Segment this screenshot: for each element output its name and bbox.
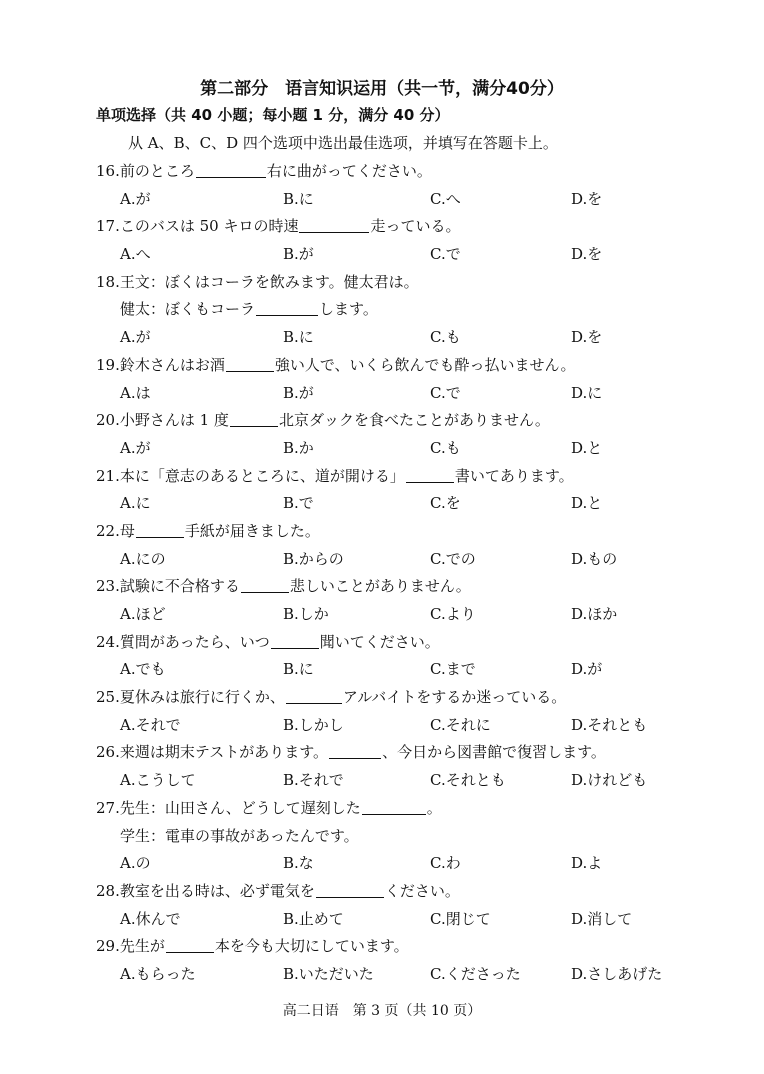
- option-d: D.と: [571, 494, 603, 513]
- answer-blank: [406, 466, 454, 483]
- option-d: D.よ: [571, 854, 603, 873]
- question-item: [96, 213, 696, 268]
- answer-blank: [299, 216, 369, 233]
- option-b: B.いただいた: [283, 964, 374, 983]
- answer-blank: [316, 881, 384, 898]
- question-stem: [96, 878, 696, 906]
- question-item: [96, 933, 696, 988]
- question-item: [96, 352, 696, 407]
- option-a: A.が: [120, 328, 151, 347]
- option-d: D.を: [571, 328, 603, 347]
- answer-options: [96, 767, 696, 795]
- stem-text: 右に曲がってください。: [266, 162, 432, 180]
- stem-text: 本を今も大切にしています。: [214, 937, 409, 956]
- question-item: [96, 739, 696, 794]
- stem-text: 、今日から図書館で復習します。: [382, 743, 606, 762]
- option-b: B.が: [283, 245, 314, 264]
- option-c: C.も: [430, 438, 461, 457]
- question-item: [96, 629, 696, 684]
- question-item: [96, 269, 696, 352]
- answer-options: [96, 850, 696, 878]
- answer-options: [96, 961, 696, 989]
- stem-text: 書いてあります。: [454, 466, 574, 485]
- answer-blank: [329, 742, 381, 759]
- stem-text: 走っている。: [370, 217, 461, 236]
- answer-options: [96, 601, 696, 629]
- option-b: B.に: [283, 189, 314, 208]
- question-stem: [96, 296, 696, 324]
- option-a: A.休んで: [120, 909, 181, 928]
- option-d: D.に: [571, 383, 603, 402]
- answer-blank: [226, 355, 274, 372]
- stem-text: 学生：電車の事故があったんです。: [120, 826, 359, 845]
- answer-blank: [256, 299, 318, 316]
- option-c: C.それに: [430, 715, 491, 734]
- option-d: D.さしあげた: [571, 964, 663, 983]
- question-stem: [96, 269, 696, 297]
- option-b: B.それで: [283, 771, 344, 790]
- section-subheading: 单项选择（共 40 小题；每小题 1 分，满分 40 分）: [96, 106, 450, 124]
- option-b: B.からの: [283, 549, 344, 568]
- option-b: B.で: [283, 494, 314, 513]
- answer-blank: [241, 576, 289, 593]
- stem-text: 28.教室を出る時は、必ず電気を: [96, 881, 315, 900]
- option-a: A.こうして: [120, 771, 196, 790]
- question-stem: [96, 684, 696, 712]
- question-item: [96, 573, 696, 628]
- option-d: D.が: [571, 660, 603, 679]
- question-stem: [96, 158, 696, 186]
- stem-text: 18.王文：ぼくはコーラを飲みます。健太君は。: [96, 272, 419, 291]
- option-c: C.で: [430, 245, 461, 264]
- option-c: C.まで: [430, 660, 476, 679]
- option-a: A.ほど: [120, 605, 166, 623]
- answer-options: [96, 712, 696, 740]
- question-item: [96, 684, 696, 739]
- option-b: B.に: [283, 660, 314, 679]
- question-stem: [96, 518, 696, 546]
- answer-blank: [136, 521, 184, 538]
- answer-options: [96, 186, 696, 214]
- question-stem: [96, 795, 696, 823]
- stem-text: アルバイトをするか迷っている。: [342, 688, 567, 707]
- question-item: [96, 463, 696, 518]
- stem-text: 22.母: [96, 521, 135, 540]
- option-d: D.もの: [571, 549, 618, 568]
- option-b: B.が: [283, 383, 314, 402]
- option-d: D.を: [571, 245, 603, 264]
- question-list: [96, 158, 696, 989]
- answer-options: [96, 490, 696, 518]
- question-item: [96, 518, 696, 573]
- stem-text: 健太：ぼくもコーラ: [120, 300, 256, 319]
- option-c: C.で: [430, 383, 461, 402]
- stem-text: 23.試験に不合格する: [96, 577, 240, 596]
- option-c: C.へ: [430, 189, 461, 208]
- option-c: C.より: [430, 605, 476, 623]
- question-stem: [96, 823, 696, 851]
- option-c: C.くださった: [430, 964, 521, 983]
- question-stem: [96, 407, 696, 435]
- answer-blank: [271, 632, 319, 649]
- option-c: C.を: [430, 494, 461, 513]
- option-a: A.でも: [120, 660, 166, 679]
- option-a: A.が: [120, 438, 151, 457]
- stem-text: 27.先生：山田さん、どうして遅刻した: [96, 798, 361, 817]
- option-a: A.の: [120, 854, 151, 873]
- option-d: D.ほか: [571, 605, 618, 623]
- answer-options: [96, 546, 696, 574]
- stem-text: 手紙が届きました。: [184, 521, 320, 540]
- option-c: C.閉じて: [430, 909, 491, 928]
- answer-blank: [166, 936, 214, 953]
- question-item: [96, 878, 696, 933]
- option-d: D.それとも: [571, 715, 648, 734]
- stem-text: 強い人で、いくら飲んでも酔っ払いません。: [274, 355, 576, 374]
- question-stem: [96, 352, 696, 380]
- option-a: A.へ: [120, 245, 151, 264]
- option-b: B.な: [283, 854, 314, 873]
- option-a: A.それで: [120, 715, 181, 734]
- answer-options: [96, 906, 696, 934]
- option-d: D.と: [571, 438, 603, 457]
- instruction-text: 从 A、B、C、D 四个选项中选出最佳选项，并填写在答题卡上。: [128, 134, 558, 152]
- question-stem: [96, 933, 696, 961]
- stem-text: 21.本に「意志のあるところに、道が開ける」: [96, 466, 405, 485]
- question-stem: [96, 573, 696, 601]
- stem-text: 北京ダックを食べたことがありません。: [278, 411, 550, 430]
- option-c: C.わ: [430, 854, 461, 873]
- stem-text: ください。: [384, 881, 460, 900]
- stem-text: 20.小野さんは 1 度: [96, 411, 229, 430]
- option-c: C.も: [430, 328, 461, 347]
- option-b: B.止めて: [283, 909, 344, 928]
- option-b: B.しか: [283, 605, 329, 623]
- question-item: [96, 795, 696, 878]
- stem-text: 29.先生が: [96, 937, 165, 956]
- answer-options: [96, 656, 696, 684]
- question-stem: [96, 739, 696, 767]
- option-c: C.それとも: [430, 771, 506, 790]
- stem-text: 19.鈴木さんはお酒: [96, 355, 225, 374]
- answer-blank: [230, 410, 278, 427]
- option-b: B.か: [283, 438, 314, 457]
- option-c: C.での: [430, 549, 476, 568]
- option-b: B.しかし: [283, 715, 344, 734]
- answer-blank: [362, 798, 426, 815]
- option-a: A.が: [120, 189, 151, 208]
- answer-options: [96, 435, 696, 463]
- option-d: D.を: [571, 189, 603, 208]
- stem-text: 24.質問があったら、いつ: [96, 632, 270, 651]
- stem-text: 悲しいことがありません。: [289, 577, 471, 596]
- option-a: A.にの: [120, 549, 166, 568]
- answer-blank: [286, 687, 342, 704]
- option-a: A.に: [120, 494, 151, 513]
- question-stem: [96, 213, 696, 241]
- page-footer: 高二日语 第 3 页（共 10 页）: [282, 1003, 482, 1019]
- option-a: A.は: [120, 383, 151, 402]
- question-stem: [96, 629, 696, 657]
- answer-options: [96, 380, 696, 408]
- option-d: D.消して: [571, 909, 633, 928]
- option-b: B.に: [283, 328, 314, 347]
- question-item: [96, 407, 696, 462]
- stem-text: 。: [426, 798, 442, 817]
- stem-text: 聞いてください。: [319, 632, 440, 651]
- stem-text: します。: [319, 300, 378, 319]
- stem-text: 26.来週は期末テストがあります。: [96, 743, 329, 762]
- section-title: 第二部分 语言知识运用（共一节，满分40分）: [200, 79, 564, 99]
- stem-text: 16.前のところ: [96, 162, 195, 180]
- option-d: D.けれども: [571, 771, 648, 790]
- question-stem: [96, 463, 696, 491]
- question-item: [96, 158, 696, 213]
- stem-text: 25.夏休みは旅行に行くか、: [96, 688, 285, 707]
- answer-options: [96, 241, 696, 269]
- answer-blank: [196, 161, 266, 178]
- stem-text: 17.このバスは 50 キロの時速: [96, 217, 299, 236]
- answer-options: [96, 324, 696, 352]
- option-a: A.もらった: [120, 964, 196, 983]
